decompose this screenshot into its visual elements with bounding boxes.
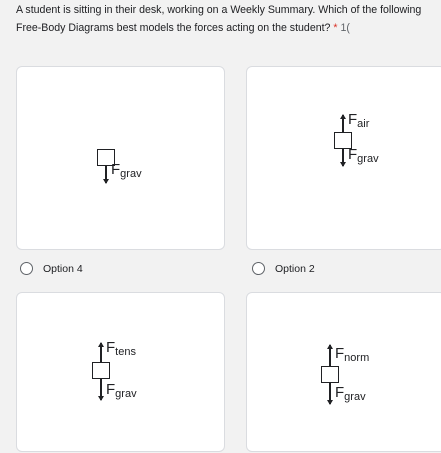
option-card-option-4[interactable] (16, 66, 225, 250)
free-body-diagram (97, 149, 217, 209)
radio-option-4[interactable] (20, 262, 83, 275)
force-label-grav: $F_{grav}$ (348, 146, 379, 165)
radio-circle-icon[interactable] (20, 262, 33, 275)
radio-circle-icon[interactable] (252, 262, 265, 275)
gravity-arrow-icon (342, 149, 344, 166)
normal-arrow-icon (329, 345, 331, 366)
air-arrow-icon (342, 115, 344, 132)
option-card-tension[interactable] (16, 292, 225, 452)
points-label: 1( (340, 22, 350, 34)
force-label-grav: $F_{grav}$ (106, 381, 137, 400)
gravity-arrow-icon (100, 379, 102, 400)
force-label-norm: $F_{norm}$ (335, 345, 370, 364)
force-label-tens: $F_{tens}$ (106, 339, 136, 358)
radio-option-2[interactable] (252, 262, 315, 275)
question-prompt: A student is sitting in their desk, working on a Weekly Summary. Which of the following Free-Body Diagrams best models the forces acting on the student? (16, 4, 422, 34)
question-text (16, 1, 436, 37)
force-label-air: $F_{air}$ (348, 111, 370, 130)
force-label-grav: $F_{grav}$ (111, 161, 142, 180)
option-label: Option 4 (43, 262, 83, 275)
gravity-arrow-icon (329, 383, 331, 404)
object-box (321, 366, 339, 383)
object-box (92, 362, 110, 379)
required-asterisk: * (333, 22, 338, 34)
tension-arrow-icon (100, 343, 102, 362)
force-label-grav: $F_{grav}$ (335, 384, 366, 403)
option-card-option-2[interactable] (246, 66, 441, 250)
option-card-normal[interactable] (246, 292, 441, 452)
gravity-arrow-icon (105, 166, 107, 183)
free-body-diagram (334, 113, 441, 223)
free-body-diagram (92, 341, 212, 451)
option-label: Option 2 (275, 262, 315, 275)
